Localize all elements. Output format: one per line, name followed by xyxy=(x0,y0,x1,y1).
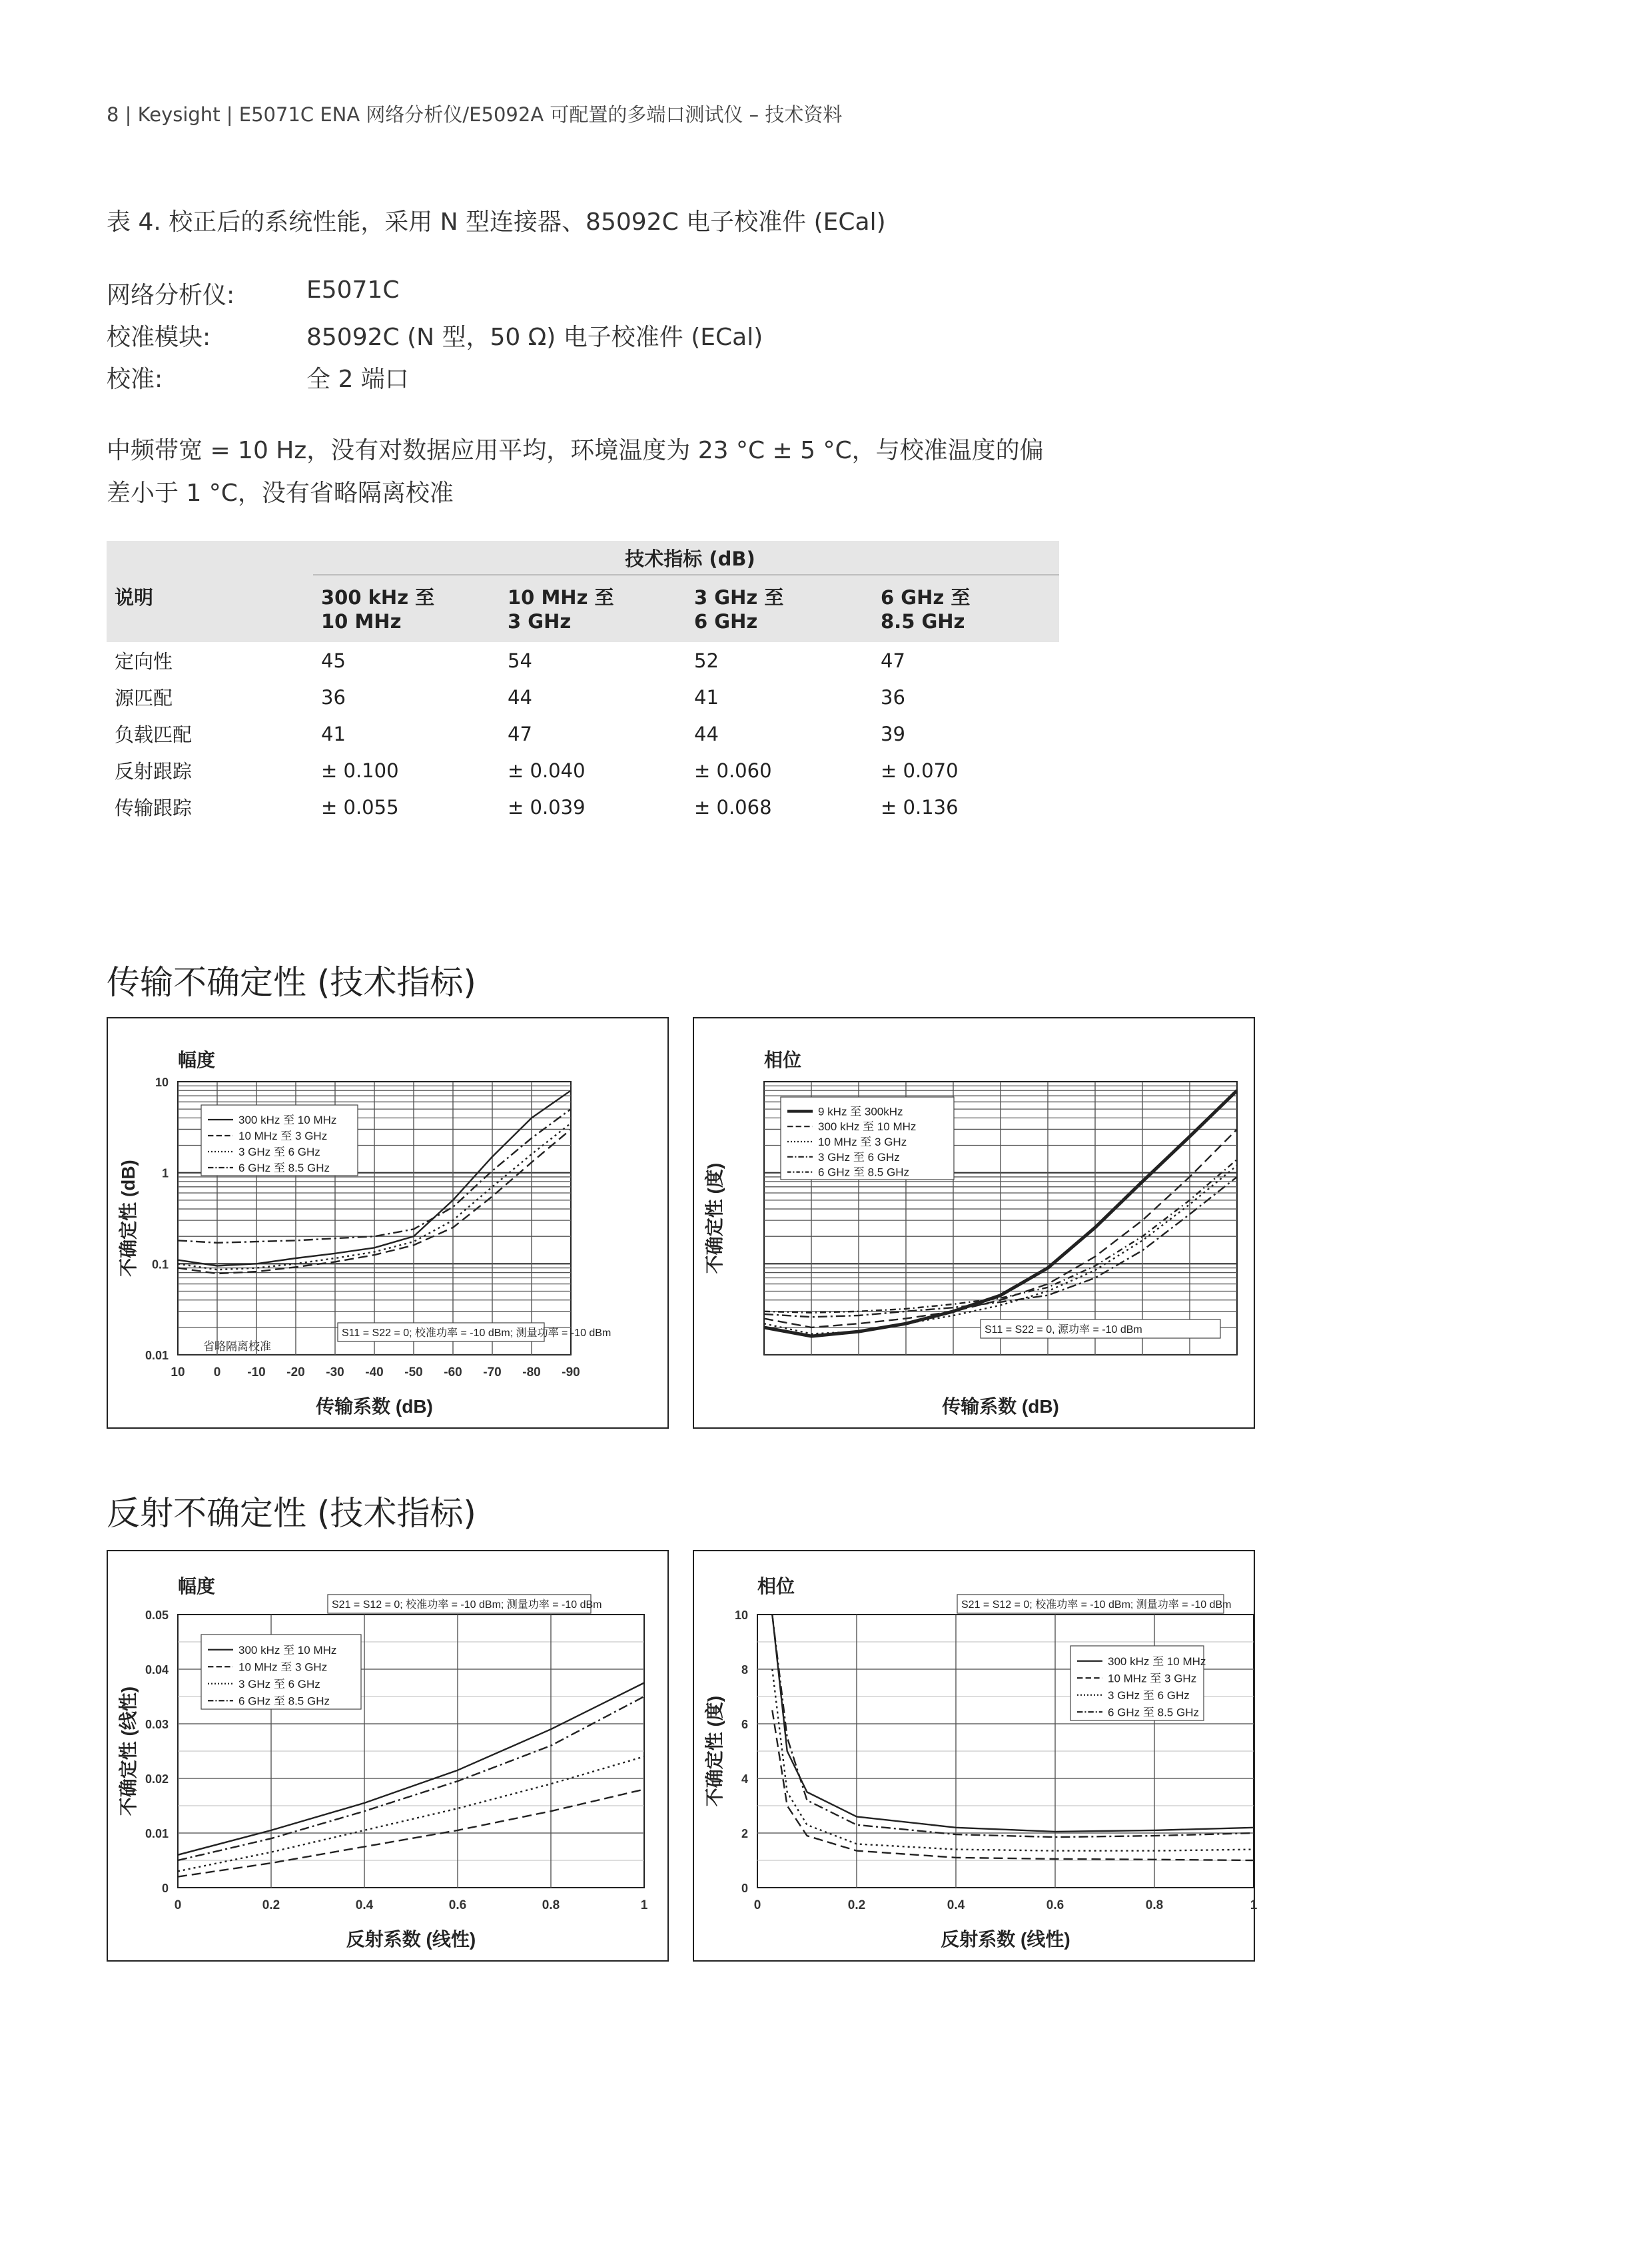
band-header-1-l2: 10 MHz xyxy=(321,610,402,633)
legend xyxy=(201,1105,358,1176)
chart-title: 相位 xyxy=(757,1576,795,1597)
legend xyxy=(781,1097,954,1180)
annotation-text: S21 = S12 = 0; 校准功率 = -10 dBm; 测量功率 = -10 dBm xyxy=(332,1599,602,1611)
meta-value-module: 85092C (N 型，50 Ω) 电子校准件 (ECal) xyxy=(306,324,763,351)
table-caption: 表 4. 校正后的系统性能，采用 N 型连接器、85092C 电子校准件 (ECal) xyxy=(107,208,886,236)
x-tick-label: 0.2 xyxy=(262,1898,280,1912)
meta-value-calibration: 全 2 端口 xyxy=(306,366,409,393)
chart-title: 幅度 xyxy=(178,1050,216,1070)
y-tick-label: 8 xyxy=(741,1663,748,1677)
legend-label: 3 GHz 至 6 GHz xyxy=(238,1677,320,1690)
series-group xyxy=(178,1683,644,1877)
y-axis-label: 不确定性 (度) xyxy=(704,1695,725,1807)
y-tick-label: 0 xyxy=(741,1882,748,1895)
row-label: 反射跟踪 xyxy=(115,760,193,783)
chart-refl-magnitude xyxy=(108,1551,667,1960)
cell: 36 xyxy=(881,685,905,709)
cell: ± 0.040 xyxy=(508,759,586,782)
legend-label: 3 GHz 至 6 GHz xyxy=(1108,1688,1190,1702)
x-tick-label: 0 xyxy=(213,1365,221,1379)
table-row xyxy=(107,679,1059,715)
cell: 44 xyxy=(508,685,532,709)
y-tick-label: 0.1 xyxy=(151,1258,169,1272)
annotation-text: S11 = S22 = 0, 源功率 = -10 dBm xyxy=(985,1324,1142,1335)
x-axis-label: 反射系数 (线性) xyxy=(346,1929,476,1950)
x-tick-label: -10 xyxy=(247,1365,266,1379)
annotation-text: S11 = S22 = 0; 校准功率 = -10 dBm; 测量功率 = -10 dBm xyxy=(342,1327,612,1339)
y-tick-label: 0.04 xyxy=(145,1663,169,1677)
band-header-1-l1: 300 kHz 至 xyxy=(321,586,435,609)
legend-label: 300 kHz 至 10 MHz xyxy=(818,1120,917,1134)
cell: ± 0.068 xyxy=(694,795,772,819)
table-row xyxy=(107,642,1059,679)
band-header-3-l2: 6 GHz xyxy=(694,610,758,633)
legend-label: 300 kHz 至 10 MHz xyxy=(238,1643,337,1657)
x-tick-label: -50 xyxy=(404,1365,423,1379)
x-tick-label: 0.4 xyxy=(947,1898,965,1912)
cell: 45 xyxy=(321,649,346,672)
cell: ± 0.060 xyxy=(694,759,772,782)
x-tick-label: -70 xyxy=(483,1365,502,1379)
y-tick-label: 0 xyxy=(161,1882,169,1895)
x-tick-label: 0.6 xyxy=(1046,1898,1064,1912)
annotation-left: 省略隔离校准 xyxy=(203,1340,271,1353)
y-tick-label: 0.03 xyxy=(145,1718,169,1731)
x-tick-label: 1 xyxy=(640,1898,648,1912)
cell: 41 xyxy=(321,722,346,745)
spec-span-header: 技术指标 (dB) xyxy=(313,541,1059,575)
legend-label: 10 MHz 至 3 GHz xyxy=(818,1136,907,1148)
y-tick-label: 0.02 xyxy=(145,1772,169,1786)
table-row xyxy=(107,752,1059,789)
table-row xyxy=(107,789,1059,825)
chart-refl-phase xyxy=(694,1551,1258,1960)
legend-label: 6 GHz 至 8.5 GHz xyxy=(818,1166,909,1179)
chart-panel-refl-phase xyxy=(693,1550,1258,1962)
y-tick-label: 1 xyxy=(161,1166,169,1180)
y-tick-label: 0.01 xyxy=(145,1827,169,1840)
meta-value-analyzer: E5071C xyxy=(306,276,400,304)
cell: 36 xyxy=(321,685,346,709)
chart-title: 幅度 xyxy=(178,1576,216,1597)
x-axis-label: 传输系数 (dB) xyxy=(316,1396,433,1417)
cell: 44 xyxy=(694,722,719,745)
y-tick-label: 4 xyxy=(741,1772,748,1786)
x-tick-label: -20 xyxy=(286,1365,305,1379)
cell: 47 xyxy=(881,649,905,672)
legend-label: 6 GHz 至 8.5 GHz xyxy=(238,1694,330,1708)
x-tick-label: 0.6 xyxy=(448,1898,467,1912)
legend-label: 10 MHz 至 3 GHz xyxy=(238,1130,328,1142)
x-tick-label: 0 xyxy=(174,1898,182,1912)
y-tick-label: 0.05 xyxy=(145,1609,169,1622)
band-header-2-l1: 10 MHz 至 xyxy=(508,586,614,609)
legend-label: 6 GHz 至 8.5 GHz xyxy=(238,1162,330,1174)
band-header-4-l1: 6 GHz 至 xyxy=(881,586,971,609)
row-label: 源匹配 xyxy=(115,687,173,709)
y-axis-label: 不确定性 (度) xyxy=(704,1162,725,1274)
x-tick-label: -30 xyxy=(326,1365,344,1379)
chart-tx-magnitude xyxy=(108,1018,667,1427)
x-axis-label: 传输系数 (dB) xyxy=(942,1396,1059,1417)
running-header: 8 | Keysight | E5071C ENA 网络分析仪/E5092A 可配置的多端口测试仪 – 技术资料 xyxy=(107,103,843,126)
row-label: 定向性 xyxy=(115,650,173,673)
x-tick-label: 0.4 xyxy=(355,1898,374,1912)
measurement-conditions: 中频带宽 = 10 Hz，没有对数据应用平均，环境温度为 23 °C ± 5 °C，与校准温度的偏差小于 1 °C，没有省略隔离校准 xyxy=(107,437,1044,507)
legend-label: 3 GHz 至 6 GHz xyxy=(238,1146,320,1158)
y-tick-label: 0.01 xyxy=(145,1349,169,1362)
cell: 41 xyxy=(694,685,719,709)
x-tick-label: -90 xyxy=(562,1365,580,1379)
band-header-4-l2: 8.5 GHz xyxy=(881,610,965,633)
meta-key-analyzer: 网络分析仪: xyxy=(107,282,235,309)
chart-tx-phase xyxy=(694,1018,1254,1427)
cell: ± 0.039 xyxy=(508,795,586,819)
legend-label: 10 MHz 至 3 GHz xyxy=(238,1661,328,1674)
legend-label: 300 kHz 至 10 MHz xyxy=(1108,1655,1206,1668)
series-line-3 xyxy=(178,1756,644,1871)
x-tick-label: 0 xyxy=(753,1898,761,1912)
y-tick-label: 10 xyxy=(734,1609,748,1622)
chart-panel-tx-magnitude xyxy=(107,1017,669,1429)
chart-title: 相位 xyxy=(764,1050,802,1070)
legend-label: 10 MHz 至 3 GHz xyxy=(1108,1672,1197,1685)
x-tick-label: 0.2 xyxy=(847,1898,866,1912)
legend-label: 3 GHz 至 6 GHz xyxy=(818,1150,900,1164)
x-tick-label: 10 xyxy=(171,1365,185,1379)
y-tick-label: 10 xyxy=(155,1076,169,1089)
chart-panel-tx-phase xyxy=(693,1017,1255,1429)
spec-table xyxy=(107,541,1059,825)
series-line-2 xyxy=(772,1710,1254,1861)
meta-key-calibration: 校准: xyxy=(107,366,163,393)
y-tick-label: 6 xyxy=(741,1718,748,1731)
cell: 54 xyxy=(508,649,532,672)
x-axis-label: 反射系数 (线性) xyxy=(941,1929,1070,1950)
x-tick-label: 0.8 xyxy=(542,1898,560,1912)
legend-label: 300 kHz 至 10 MHz xyxy=(238,1114,337,1126)
x-tick-label: -60 xyxy=(444,1365,462,1379)
cell: ± 0.100 xyxy=(321,759,399,782)
table-row xyxy=(107,715,1059,752)
col-label-header: 说明 xyxy=(115,586,154,609)
cell: 47 xyxy=(508,722,532,745)
x-tick-label: -80 xyxy=(522,1365,541,1379)
section-title-transmission: 传输不确定性 (技术指标) xyxy=(107,963,476,1002)
cell: 52 xyxy=(694,649,719,672)
y-axis-label: 不确定性 (dB) xyxy=(118,1160,139,1277)
header-spacer xyxy=(107,541,313,575)
band-header-3-l1: 3 GHz 至 xyxy=(694,586,784,609)
y-tick-label: 2 xyxy=(741,1827,748,1840)
cell: ± 0.070 xyxy=(881,759,959,782)
section-title-reflection: 反射不确定性 (技术指标) xyxy=(107,1494,476,1533)
legend-label: 6 GHz 至 8.5 GHz xyxy=(1108,1706,1199,1719)
band-header-2-l2: 3 GHz xyxy=(508,610,572,633)
row-label: 负载匹配 xyxy=(115,723,193,746)
cell: ± 0.055 xyxy=(321,795,399,819)
legend xyxy=(1070,1646,1206,1720)
y-axis-label: 不确定性 (线性) xyxy=(118,1686,139,1816)
row-label: 传输跟踪 xyxy=(115,797,193,819)
legend-label: 9 kHz 至 300kHz xyxy=(818,1105,903,1118)
cell: 39 xyxy=(881,722,905,745)
annotation-text: S21 = S12 = 0; 校准功率 = -10 dBm; 测量功率 = -10 dBm xyxy=(961,1599,1232,1611)
x-tick-label: -40 xyxy=(365,1365,384,1379)
chart-panel-refl-magnitude xyxy=(107,1550,669,1962)
x-tick-label: 0.8 xyxy=(1145,1898,1164,1912)
header-spacer xyxy=(107,610,313,642)
meta-key-module: 校准模块: xyxy=(107,324,211,351)
legend xyxy=(201,1635,361,1709)
x-tick-label: 1 xyxy=(1250,1898,1258,1912)
cell: ± 0.136 xyxy=(881,795,959,819)
